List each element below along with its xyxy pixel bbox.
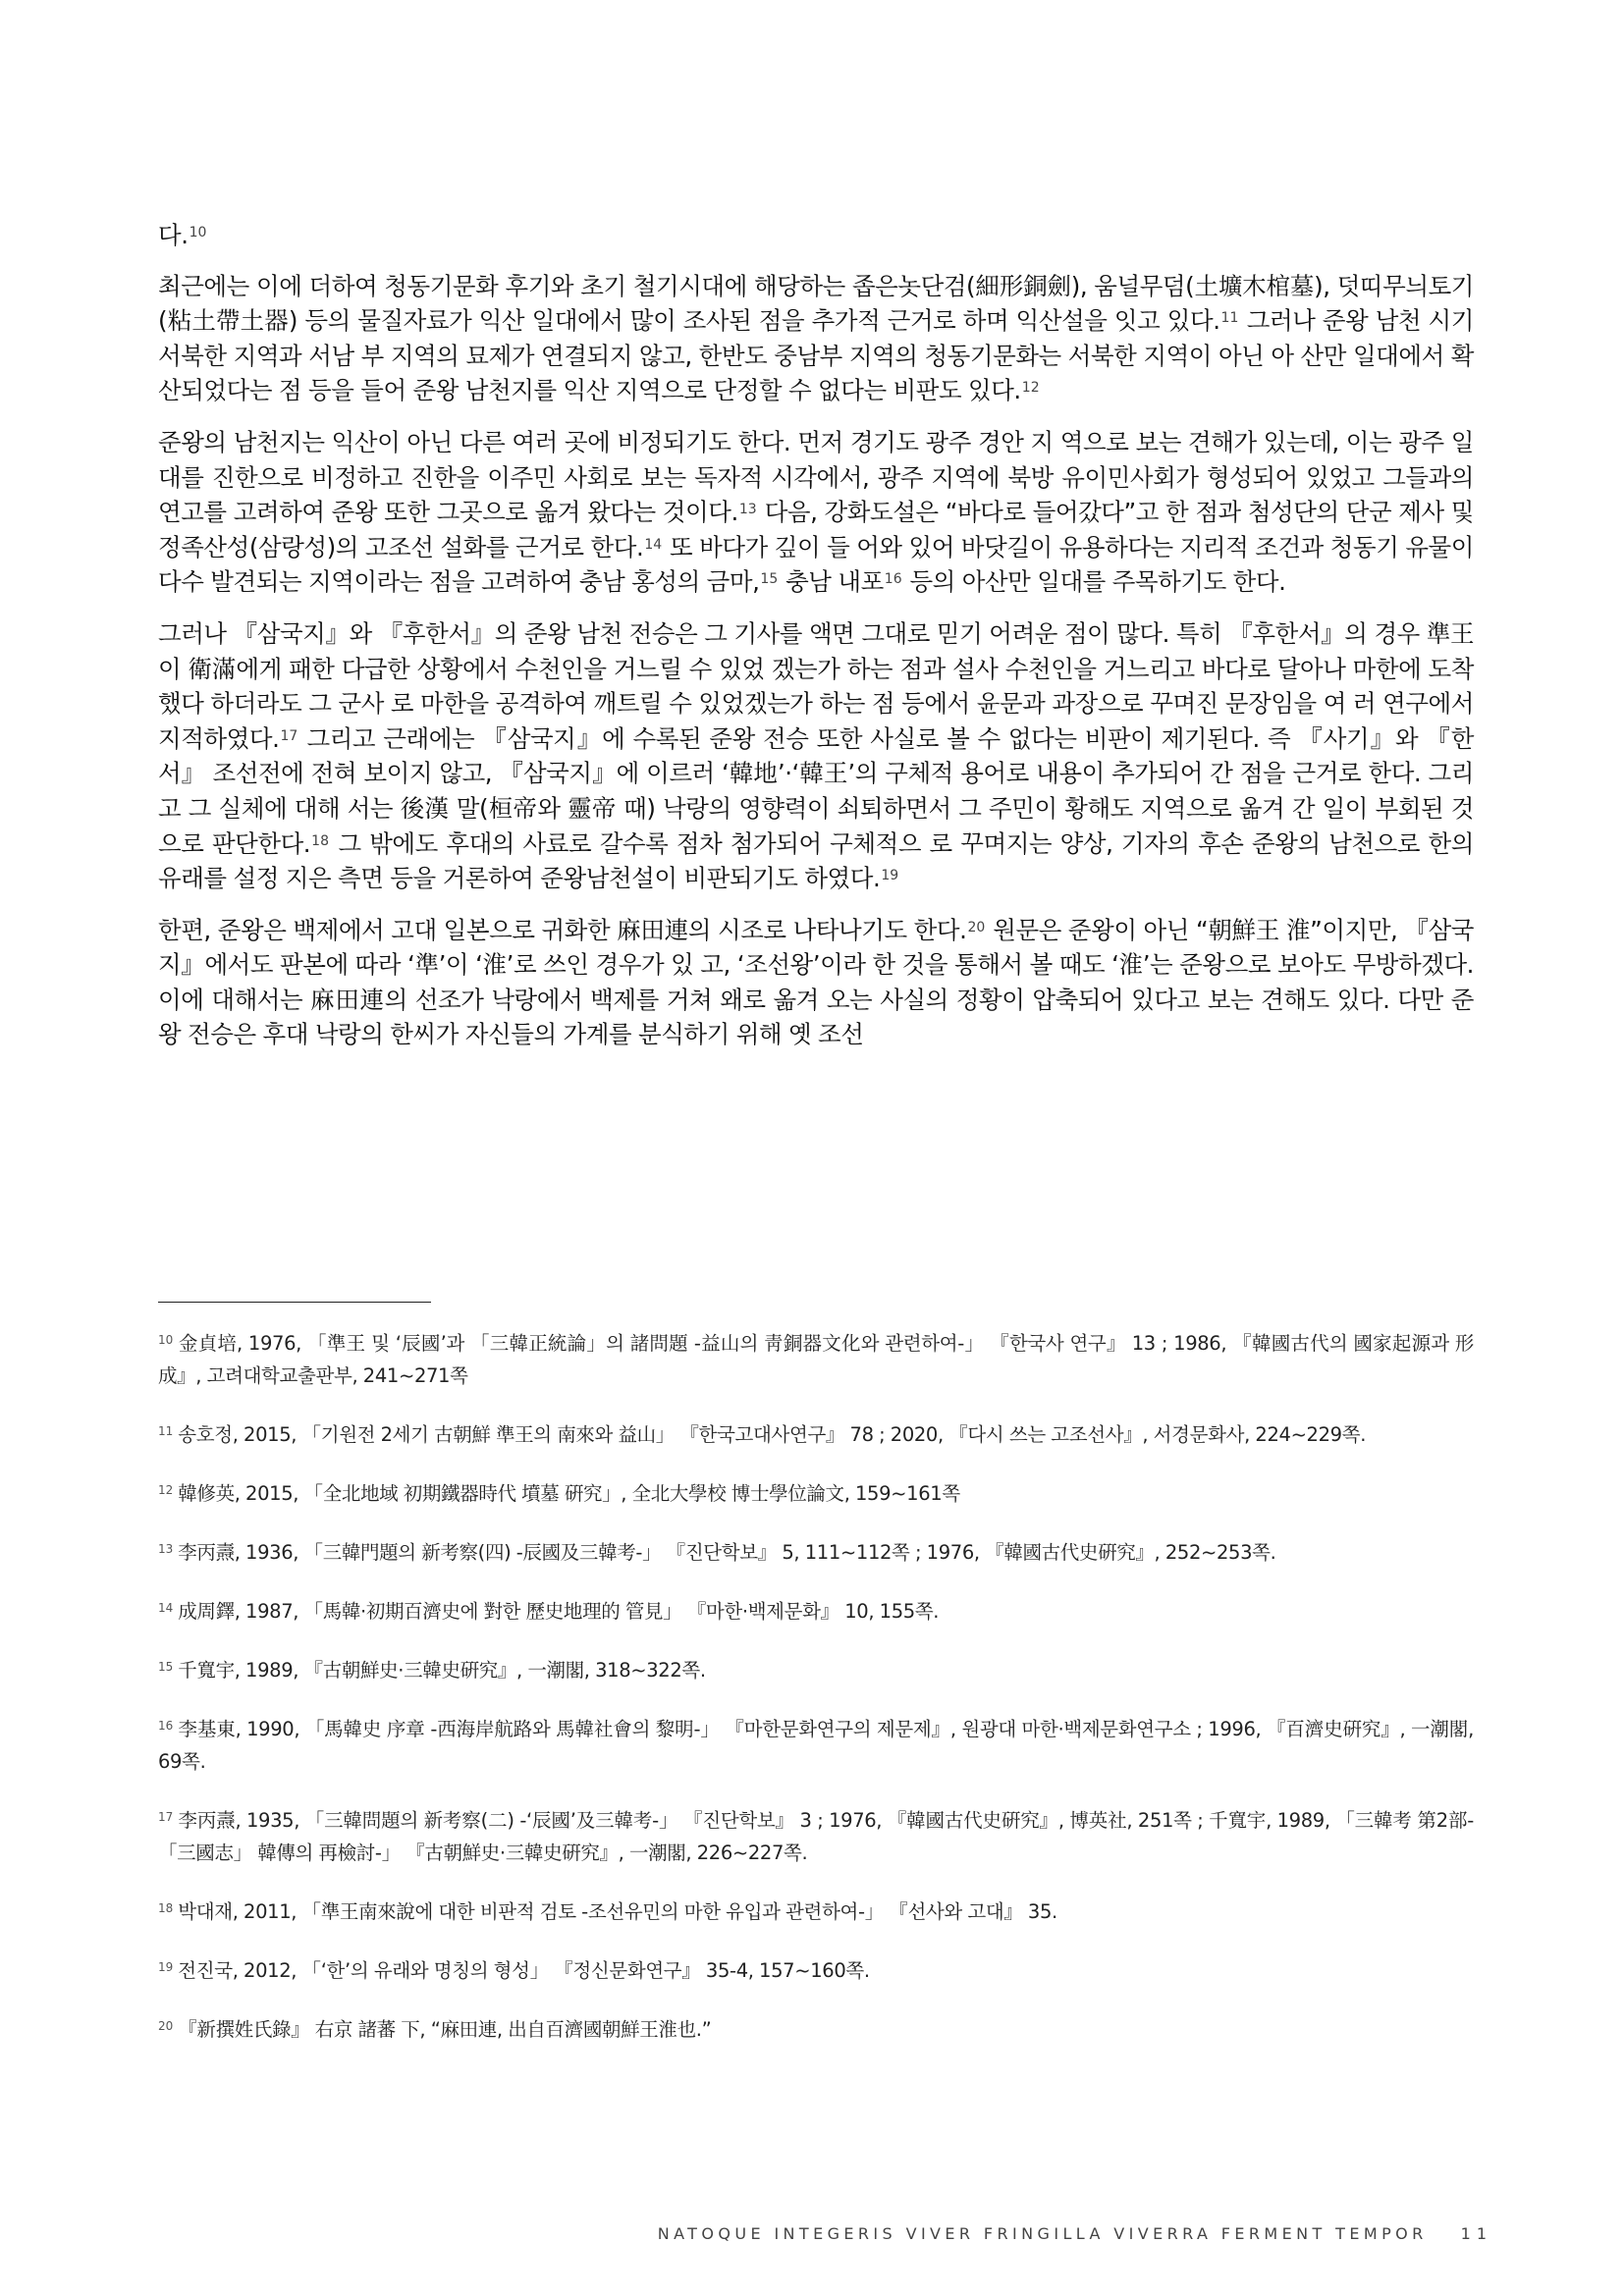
paragraph-text: 한편, 준왕은 백제에서 고대 일본으로 귀화한 麻田連의 시조로 나타나기도 한다.: [158, 915, 967, 944]
footnote-10: [158, 1327, 1474, 1392]
footnote-number: 14: [158, 1601, 174, 1615]
footnote-ref-14[interactable]: 14: [644, 536, 663, 553]
footnote-ref-18[interactable]: 18: [311, 832, 329, 849]
footnote-14: [158, 1595, 1474, 1628]
body-text: [158, 218, 1474, 1069]
page-footer: [511, 2224, 1492, 2243]
page-number: 11: [1460, 2224, 1492, 2243]
footnote-text: 李基東, 1990, 「馬韓史 序章 -西海岸航路와 馬韓社會의 黎明-」 『마한문화연구의 제문제』, 원광대 마한·백제문화연구소 ; 1996, 『百濟史硏究』, 一潮閣, 69쪽.: [158, 1718, 1474, 1773]
running-title: NATOQUE INTEGERIS VIVER FRINGILLA VIVERRA FERMENT TEMPOR: [657, 2224, 1428, 2243]
footnote-text: 李丙燾, 1936, 「三韓門題의 新考察(四) -辰國及三韓考-」 『진단학보』 5, 111~112쪽 ; 1976, 『韓國古代史硏究』, 252~253쪽.: [178, 1541, 1276, 1564]
footnote-ref-12[interactable]: 12: [1021, 380, 1040, 397]
footnote-ref-20[interactable]: 20: [967, 919, 986, 935]
footnote-number: 19: [158, 1960, 174, 1974]
footnote-number: 12: [158, 1483, 174, 1497]
footnote-text: 박대재, 2011, 「準王南來說에 대한 비판적 검토 -조선유민의 마한 유입과 관련하여-」 『선사와 고대』 35.: [178, 1900, 1057, 1923]
paragraph-3: [158, 616, 1474, 896]
footnote-divider: [158, 1302, 431, 1303]
footnote-20: [158, 2013, 1474, 2046]
footnote-13: [158, 1536, 1474, 1569]
footnote-number: 10: [158, 1333, 174, 1347]
paragraph-text: 준왕의 남천지는 익산이 아닌 다른 여러 곳에 비정되기도 한다. 먼저 경기도 광주 경안 지 역으로 보는 견해가 있는데, 이는 광주 일대를 진한으로 비정하고 진한을 이주민 사회로 보는 독자적 시각에서, 광주 지역에 북방 유이민사회가 형성되어 있었고 그들과의 연고를 고려하여 준왕 또한 그곳으로 옮겨 왔다는 것이다.: [158, 427, 1474, 527]
footnote-number: 11: [158, 1424, 174, 1438]
footnote-15: [158, 1654, 1474, 1686]
paragraph-4: [158, 913, 1474, 1052]
footnotes: [158, 1327, 1474, 2072]
footnote-19: [158, 1954, 1474, 1987]
footnote-18: [158, 1896, 1474, 1928]
paragraph-text: 그 밖에도 후대의 사료로 갈수록 점차 첨가되어 구체적으 로 꾸며지는 양상, 기자의 후손 준왕의 남천으로 한의 유래를 설정 지은 측면 등을 거론하여 준왕남천설이 비판되기도 하였다.: [158, 828, 1474, 893]
paragraph-text: 다음, 강화도설은 “바다로 들어갔다”고 한 점과 첨성단의 단군 제사 및 정족산성(삼랑성)의 고조선 설화를 근거로 한다.: [158, 498, 1474, 561]
footnote-12: [158, 1477, 1474, 1510]
paragraph-text: 또 바다가 깊이 들 어와 있어 바닷길이 유용하다는 지리적 조건과 청동기 유물이 다수 발견되는 지역이라는 점을 고려하여 충남 홍성의 금마,: [158, 532, 1474, 597]
footnote-text: 金貞培, 1976, 「準王 및 ‘辰國’과 「三韓正統論」의 諸問題 -益山의 靑銅器文化와 관련하여-」 『한국사 연구』 13 ; 1986, 『韓國古代의 國家起源과 形成』, 고려대학교출판부, 241~271쪽: [158, 1332, 1474, 1387]
footnote-16: [158, 1713, 1474, 1778]
footnote-17: [158, 1804, 1474, 1869]
paragraph-text: 그러나 준왕 남천 시기 서북한 지역과 서남 부 지역의 묘제가 연결되지 않고, 한반도 중남부 지역의 청동기문화는 서북한 지역이 아닌 아 산만 일대에서 확산되었다는 점 등을 들어 준왕 남천지를 익산 지역으로 단정할 수 없다는 비판도 있다.: [158, 306, 1474, 405]
footnote-11: [158, 1418, 1474, 1451]
footnote-number: 16: [158, 1719, 174, 1733]
footnote-number: 18: [158, 1901, 174, 1915]
footnote-number: 13: [158, 1542, 174, 1556]
footnote-text: 송호정, 2015, 「기원전 2세기 古朝鮮 準王의 南來와 益山」 『한국고대사연구』 78 ; 2020, 『다시 쓰는 고조선사』, 서경문화사, 224~229쪽.: [178, 1423, 1367, 1446]
paragraph-text: 원문은 준왕이 아닌 “朝鮮王 淮”이지만, 『삼국지』에서도 판본에 따라 ‘準’이 ‘淮’로 쓰인 경우가 있 고, ‘조선왕’이라 한 것을 통해서 볼 때도 ‘淮’는 준왕으로 보아도 무방하겠다. 이에 대해서는 麻田連의 선조가 낙랑에서 백제를 거쳐 왜로 옮겨 오는 사실의 정황이 압축되어 있다고 보는 견해도 있다. 다만 준왕 전승은 후대 낙랑의 한씨가 자신들의 가계를 분식하기 위해 옛 조선: [158, 915, 1474, 1049]
paragraph-text: 그러나 『삼국지』와 『후한서』의 준왕 남천 전승은 그 기사를 액면 그대로 믿기 어려운 점이 많다. 특히 『후한서』의 경우 準王이 衛滿에게 패한 다급한 상황에서 수천인을 거느릴 수 있었 겠는가 하는 점과 설사 수천인을 거느리고 바다로 달아나 마한에 도착했다 하더라도 그 군사 로 마한을 공격하여 깨트릴 수 있었겠는가 하는 점 등에서 윤문과 과장으로 꾸며진 문장임을 여 러 연구에서 지적하였다.: [158, 618, 1474, 753]
footnote-ref-16[interactable]: 16: [884, 571, 902, 588]
footnote-text: 千寬宇, 1989, 『古朝鮮史·三韓史硏究』, 一潮閣, 318~322쪽.: [178, 1659, 706, 1682]
footnote-ref-13[interactable]: 13: [738, 502, 757, 518]
footnote-number: 15: [158, 1660, 174, 1674]
paragraph-text: 등의 아산만 일대를 주목하기도 한다.: [902, 567, 1286, 597]
footnote-ref-17[interactable]: 17: [280, 727, 298, 744]
footnote-ref-10[interactable]: 10: [189, 225, 207, 240]
paragraph-1: [158, 269, 1474, 408]
paragraph-text: 다.: [158, 221, 189, 249]
paragraph-2: [158, 425, 1474, 600]
footnote-text: 成周鐸, 1987, 「馬韓·初期百濟史에 對한 歷史地理的 管見」 『마한·백제문화』 10, 155쪽.: [178, 1600, 940, 1623]
footnote-ref-19[interactable]: 19: [881, 868, 899, 884]
paragraph-text: 최근에는 이에 더하여 청동기문화 후기와 초기 철기시대에 해당하는 좁은놋단검(細形銅劍), 움널무덤(土壙木棺墓), 덧띠무늬토기(粘土帶土器) 등의 물질자료가 익산 일대에서 많이 조사된 점을 추가적 근거로 하며 익산설을 잇고 있다.: [158, 271, 1474, 336]
footnote-text: 전진국, 2012, 「‘한’의 유래와 명칭의 형성」 『정신문화연구』 35-4, 157~160쪽.: [178, 1959, 870, 1982]
paragraph-text: 충남 내포: [779, 567, 884, 597]
paragraph-text: 그리고 근래에는 『삼국지』에 수록된 준왕 전승 또한 사실로 볼 수 없다는 비판이 제기된다. 즉 『사기』와 『한서』 조선전에 전혀 보이지 않고, 『삼국지』에 이르러 ‘韓地’·‘韓王’의 구체적 용어로 내용이 추가되어 간 점을 근거로 한다. 그리고 그 실체에 대해 서는 後漢 말(桓帝와 靈帝 때) 낙랑의 영향력이 쇠퇴하면서 그 주민이 황해도 지역으로 옮겨 간 일이 부회된 것으로 판단한다.: [158, 723, 1474, 858]
footnote-number: 20: [158, 2019, 174, 2033]
paragraph-0: [158, 218, 1474, 253]
footnote-text: 韓修英, 2015, 「全北地域 初期鐵器時代 墳墓 硏究」, 全北大學校 博士學位論文, 159~161쪽: [178, 1482, 960, 1505]
footnote-number: 17: [158, 1810, 174, 1824]
footnote-text: 李丙燾, 1935, 「三韓問題의 新考察(二) -‘辰國’及三韓考-」 『진단학보』 3 ; 1976, 『韓國古代史硏究』, 博英社, 251쪽 ; 千寬宇, 1989, 「三韓考 第2部-「三國志」 韓傳의 再檢討-」 『古朝鮮史·三韓史硏究』, 一潮閣, 226~227쪽.: [158, 1809, 1474, 1864]
footnote-text: 『新撰姓氏錄』 右京 諸蕃 下, “麻田連, 出自百濟國朝鮮王淮也.”: [178, 2018, 712, 2041]
footnote-ref-11[interactable]: 11: [1220, 310, 1239, 327]
footnote-ref-15[interactable]: 15: [760, 571, 779, 588]
